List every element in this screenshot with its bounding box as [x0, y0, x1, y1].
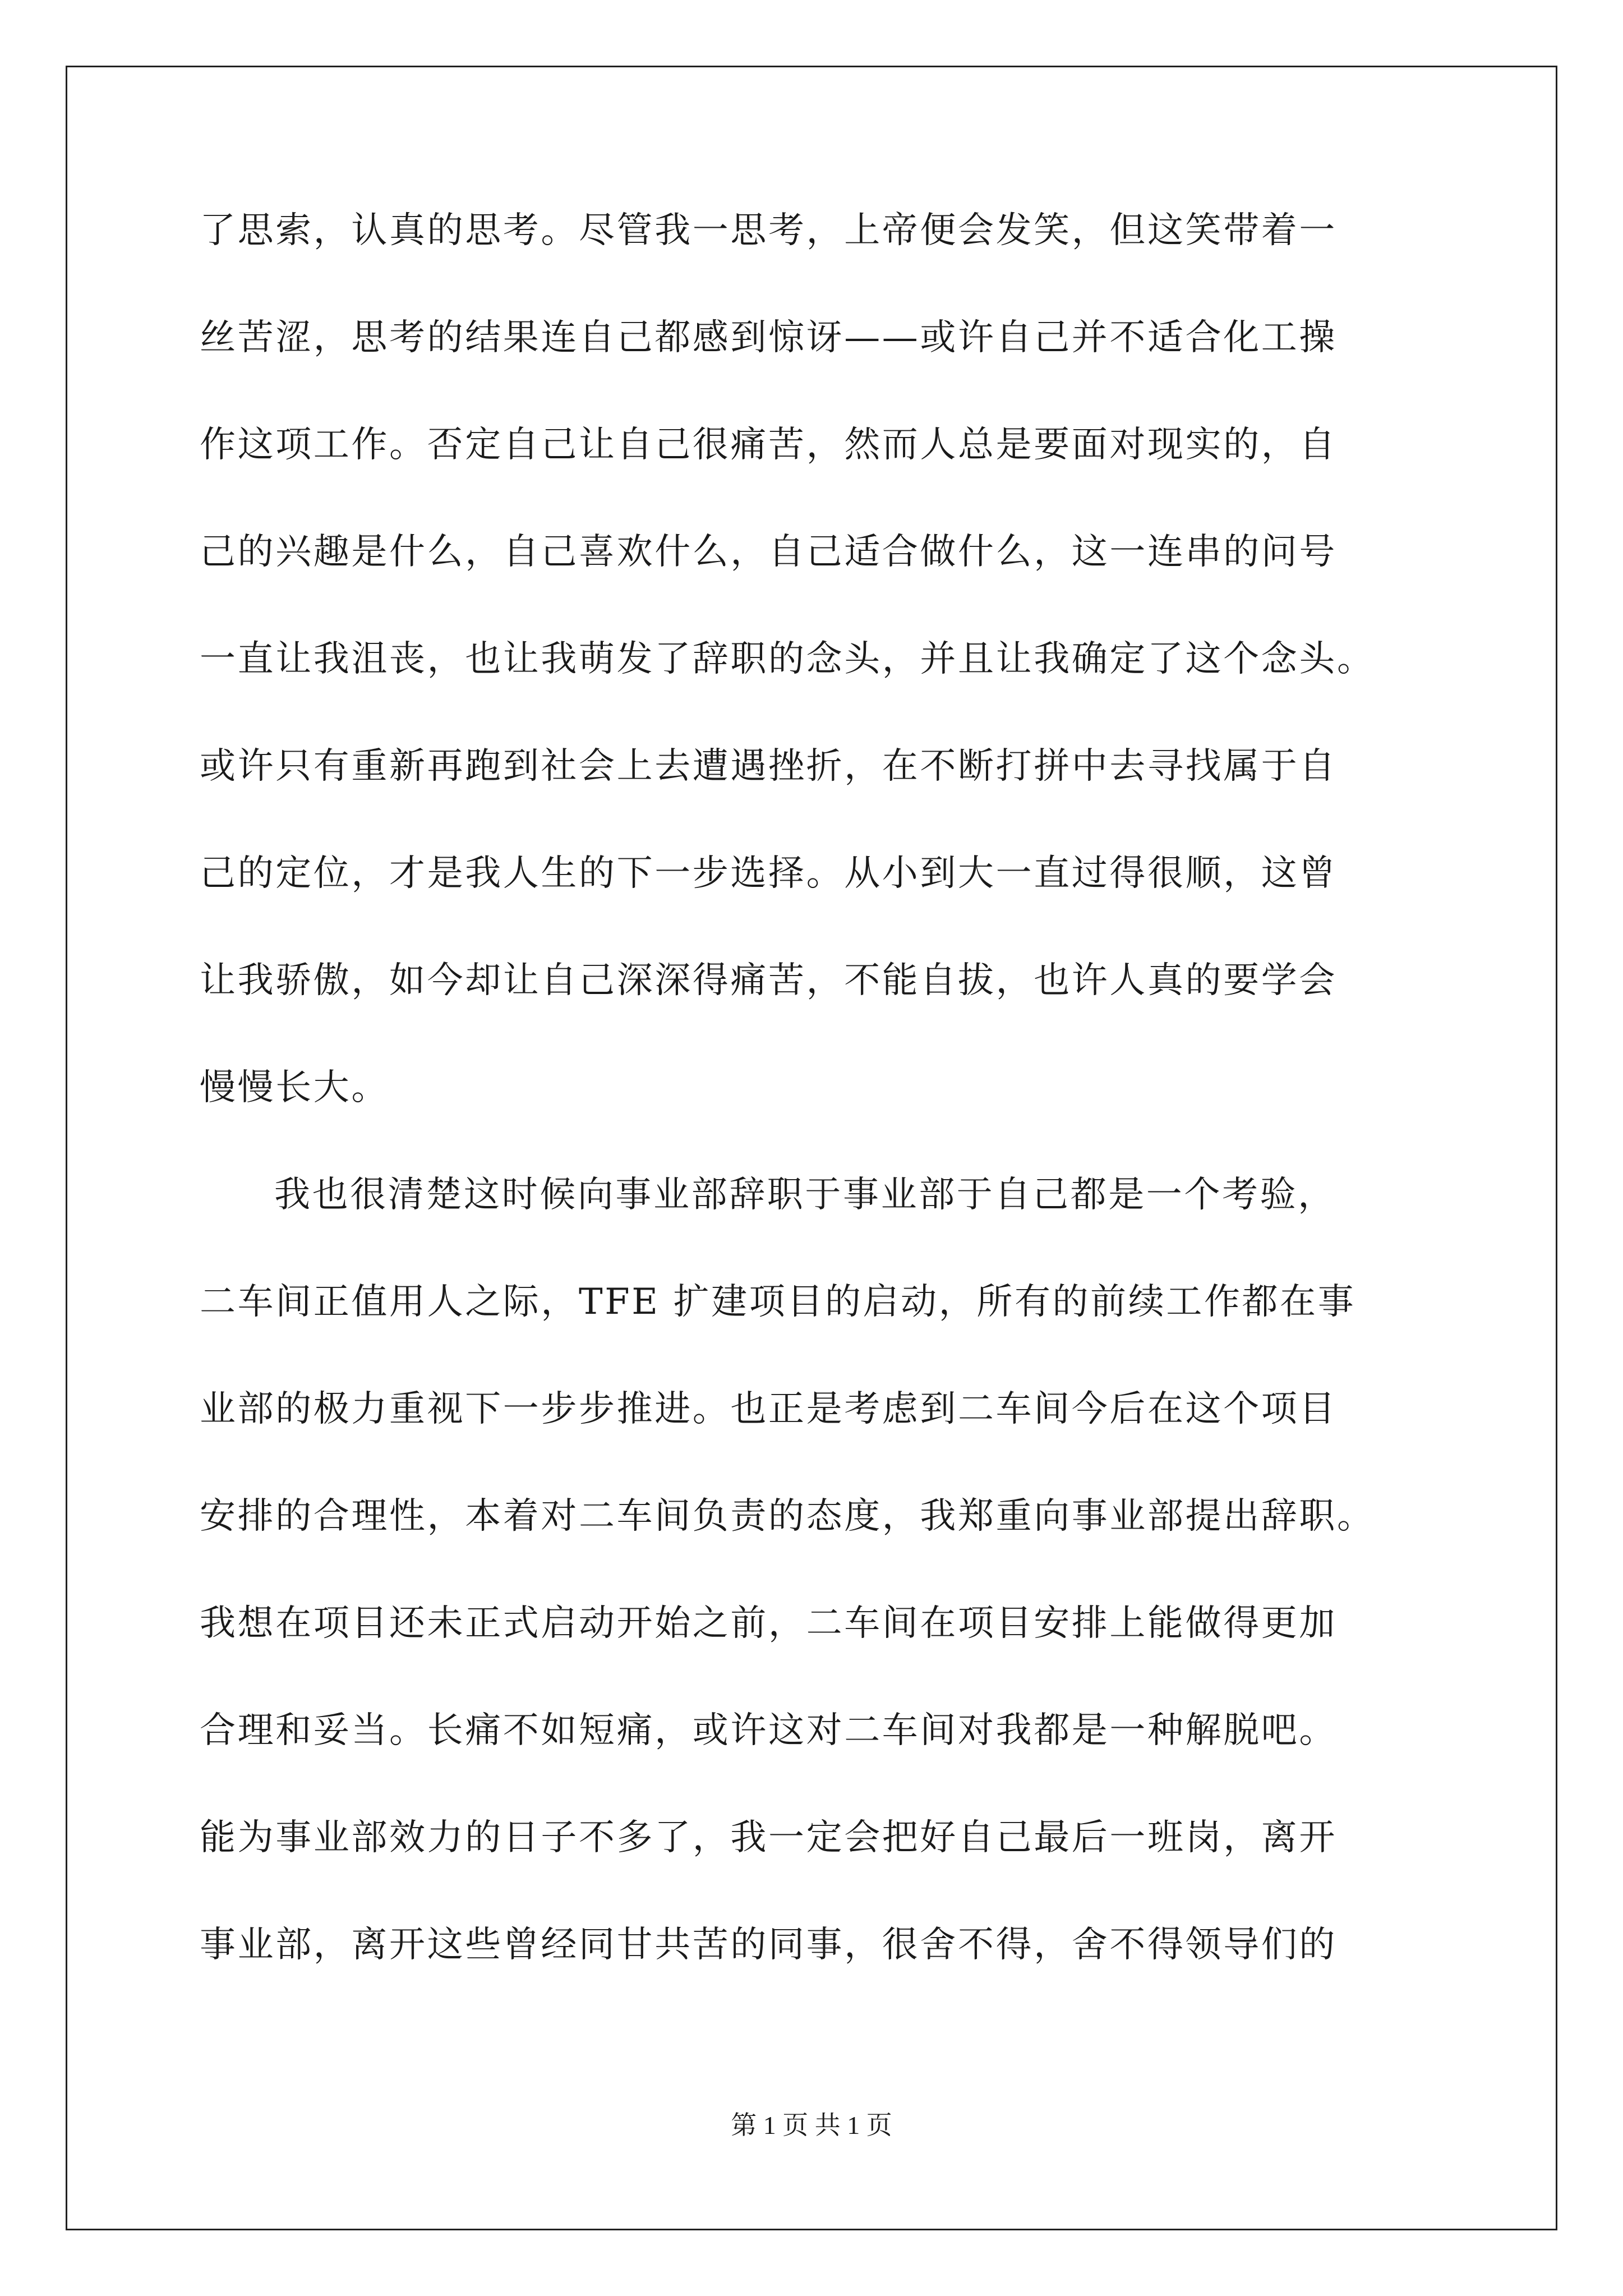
text-line: 事业部，离开这些曾经同甘共苦的同事，很舍不得，舍不得领导们的	[200, 1924, 1337, 1966]
paragraph-start-line: 我也很清楚这时候向事业部辞职于事业部于自己都是一个考验，	[274, 1174, 1336, 1216]
text-line: 作这项工作。否定自己让自己很痛苦，然而人总是要面对现实的，自	[200, 424, 1337, 466]
text-line: 合理和妥当。长痛不如短痛，或许这对二车间对我都是一种解脱吧。	[200, 1710, 1337, 1751]
text-line: 或许只有重新再跑到社会上去遭遇挫折，在不断打拼中去寻找属于自	[200, 746, 1337, 787]
text-line: 让我骄傲，如今却让自己深深得痛苦，不能自拔，也许人真的要学会	[200, 960, 1337, 1001]
text-line: 丝苦涩，思考的结果连自己都感到惊讶——或许自己并不适合化工操	[200, 317, 1337, 358]
text-line: 二车间正值用人之际，TFE 扩建项目的启动，所有的前续工作都在事	[200, 1281, 1356, 1323]
text-line: 能为事业部效力的日子不多了，我一定会把好自己最后一班岗，离开	[200, 1817, 1337, 1858]
document-body	[200, 205, 1450, 2026]
text-line: 己的兴趣是什么，自己喜欢什么，自己适合做什么，这一连串的问号	[200, 531, 1337, 573]
text-line: 慢慢长大。	[200, 1067, 389, 1108]
text-line: 业部的极力重视下一步步推进。也正是考虑到二车间今后在这个项目	[200, 1388, 1337, 1430]
text-line: 己的定位，才是我人生的下一步选择。从小到大一直过得很顺，这曾	[200, 853, 1337, 894]
page-number-footer: 第 1 页 共 1 页	[731, 2111, 892, 2139]
text-line: 安排的合理性，本着对二车间负责的态度，我郑重向事业部提出辞职。	[200, 1496, 1375, 1537]
text-line: 了思索，认真的思考。尽管我一思考，上帝便会发笑，但这笑带着一	[200, 210, 1337, 251]
text-line: 我想在项目还未正式启动开始之前，二车间在项目安排上能做得更加	[200, 1603, 1337, 1644]
text-line: 一直让我沮丧，也让我萌发了辞职的念头，并且让我确定了这个念头。	[200, 638, 1375, 680]
